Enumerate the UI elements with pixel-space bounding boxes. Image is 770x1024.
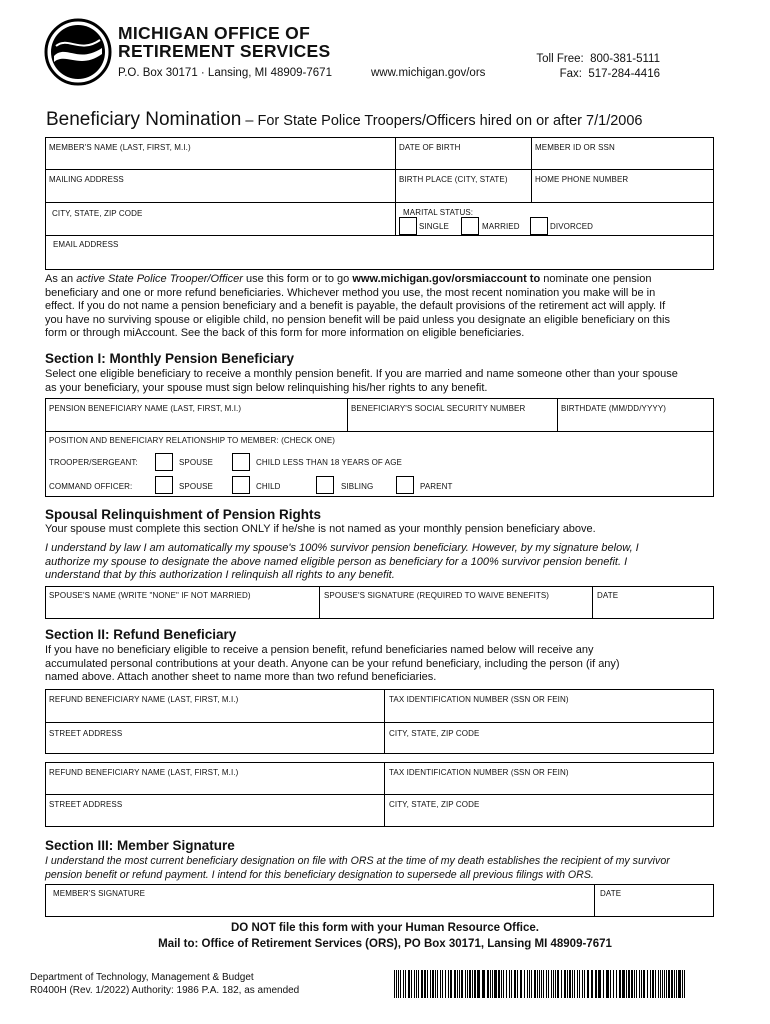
beneficiary-birthdate-field[interactable]: BIRTHDATE (MM/DD/YYYY) xyxy=(561,404,667,413)
section-1-line-1: Select one eligible beneficiary to receive a monthly pension benefit. If you are married and name someone other than your spouse xyxy=(45,368,678,380)
command-parent-label: PARENT xyxy=(420,482,453,491)
spouse-signature-field[interactable]: SPOUSE'S SIGNATURE (REQUIRED TO WAIVE BENEFITS) xyxy=(324,591,550,600)
title-main: Beneficiary Nomination xyxy=(46,109,242,130)
section-3-title: Section III: Member Signature xyxy=(45,838,235,853)
child-under-18-label: CHILD LESS THAN 18 YEARS OF AGE xyxy=(256,458,402,467)
contact-info xyxy=(520,52,660,82)
intro-line-3: effect. If you do not name a pension beneficiary and a benefit is payable, the default provisions of the retirement act will apply. If xyxy=(45,300,666,313)
intro-line-5: form or through miAccount. See the back of this form for more information on eligible beneficiaries. xyxy=(45,327,525,340)
married-checkbox[interactable] xyxy=(461,217,479,235)
org-line1: MICHIGAN OFFICE OF xyxy=(118,23,311,43)
intro-text-b: use this form or to go xyxy=(242,273,353,285)
member-name-field[interactable]: MEMBER'S NAME (LAST, FIRST, M.I.) xyxy=(49,143,191,152)
trooper-spouse-checkbox[interactable] xyxy=(155,453,173,471)
member-signature-date-field[interactable]: DATE xyxy=(600,889,622,898)
email-address-field[interactable]: EMAIL ADDRESS xyxy=(53,240,119,249)
section-3-line-2: pension benefit or refund payment. I intend for this beneficiary designation to supersede all previous filings with ORS. xyxy=(45,868,594,881)
pension-beneficiary-name-field[interactable]: PENSION BENEFICIARY NAME (LAST, FIRST, M.I.) xyxy=(49,404,242,413)
refund-beneficiary-2-city-field[interactable]: CITY, STATE, ZIP CODE xyxy=(389,800,480,809)
member-signature-field[interactable]: MEMBER'S SIGNATURE xyxy=(53,889,146,898)
refund-beneficiary-2-tin-field[interactable]: TAX IDENTIFICATION NUMBER (SSN OR FEIN) xyxy=(389,768,569,777)
spousal-statement-line-2: authorize my spouse to designate the above named eligible person as beneficiary for a 100% survivor pension benefit. I xyxy=(45,555,628,568)
org-address: P.O. Box 30171 · Lansing, MI 48909-7671 xyxy=(118,67,332,79)
member-info-table xyxy=(45,137,714,270)
spouse-name-field[interactable]: SPOUSE'S NAME (WRITE "NONE" IF NOT MARRIED) xyxy=(49,591,251,600)
intro-text-italic: active State Police Trooper/Officer xyxy=(76,273,243,285)
refund-beneficiary-2-street-field[interactable]: STREET ADDRESS xyxy=(49,800,123,809)
section-1-title: Section I: Monthly Pension Beneficiary xyxy=(45,351,295,366)
section-2-line-2: accumulated personal contributions at your death. Anyone can be your refund beneficiary, including the person (if any) xyxy=(45,657,620,670)
mailing-address-field[interactable]: MAILING ADDRESS xyxy=(49,175,124,184)
single-label: SINGLE xyxy=(419,222,449,231)
refund-beneficiary-1-city-field[interactable]: CITY, STATE, ZIP CODE xyxy=(389,729,480,738)
barcode-icon xyxy=(394,970,688,998)
spousal-statement xyxy=(45,542,639,583)
command-child-checkbox[interactable] xyxy=(232,476,250,494)
married-label: MARRIED xyxy=(482,222,520,231)
marital-status-label: MARITAL STATUS: xyxy=(403,208,474,217)
trooper-child-checkbox[interactable] xyxy=(232,453,250,471)
command-spouse-checkbox[interactable] xyxy=(155,476,173,494)
relationship-label: POSITION AND BENEFICIARY RELATIONSHIP TO MEMBER: (CHECK ONE) xyxy=(49,436,336,445)
command-officer-label: COMMAND OFFICER: xyxy=(49,482,133,491)
org-website[interactable]: www.michigan.gov/ors xyxy=(371,67,486,79)
single-checkbox[interactable] xyxy=(399,217,417,235)
member-id-field[interactable]: MEMBER ID OR SSN xyxy=(535,143,615,152)
command-sibling-checkbox[interactable] xyxy=(316,476,334,494)
home-phone-field[interactable]: HOME PHONE NUMBER xyxy=(535,175,629,184)
section-1-instructions xyxy=(45,368,678,395)
section-3-statement xyxy=(45,855,670,882)
intro-text-c: nominate one pension xyxy=(540,273,652,285)
section-2-line-1: If you have no beneficiary eligible to receive a pension benefit, refund beneficiaries named below will receive any xyxy=(45,644,594,656)
spouse-date-field[interactable]: DATE xyxy=(597,591,619,600)
section-3-line-1: I understand the most current beneficiary designation on file with ORS at the time of my death establishes the recipient of my survivor xyxy=(45,855,670,867)
footer-dept: Department of Technology, Management & Budget xyxy=(30,972,254,983)
footer-warning: DO NOT file this form with your Human Resource Office. xyxy=(231,922,539,934)
section-2-title: Section II: Refund Beneficiary xyxy=(45,627,237,642)
trooper-sergeant-label: TROOPER/SERGEANT: xyxy=(49,458,138,467)
refund-beneficiary-2-name-field[interactable]: REFUND BENEFICIARY NAME (LAST, FIRST, M.I.) xyxy=(49,768,239,777)
divorced-label: DIVORCED xyxy=(550,222,594,231)
org-name xyxy=(118,24,331,60)
section-1-line-2: as your beneficiary, your spouse must sign below relinquishing his/her rights to any benefit. xyxy=(45,381,488,394)
toll-free-number: 800-381-5111 xyxy=(590,53,660,65)
birth-place-field[interactable]: BIRTH PLACE (CITY, STATE) xyxy=(399,175,508,184)
section-2-line-3: named above. Attach another sheet to name more than two refund beneficiaries. xyxy=(45,671,437,684)
fax-label: Fax: xyxy=(559,68,582,80)
divorced-checkbox[interactable] xyxy=(530,217,548,235)
command-parent-checkbox[interactable] xyxy=(396,476,414,494)
spousal-section-title: Spousal Relinquishment of Pension Rights xyxy=(45,507,322,522)
footer-mail-to: Mail to: Office of Retirement Services (ORS), PO Box 30171, Lansing MI 48909-7671 xyxy=(158,938,612,950)
toll-free-label: Toll Free: xyxy=(536,53,584,65)
command-spouse-label: SPOUSE xyxy=(179,482,213,491)
miaccount-link[interactable]: www.michigan.gov/orsmiaccount to xyxy=(352,273,541,285)
command-sibling-label: SIBLING xyxy=(341,482,374,491)
footer-form-id: R0400H (Rev. 1/2022) Authority: 1986 P.A. 182, as amended xyxy=(30,985,300,996)
intro-line-2: beneficiary and one or more refund beneficiaries. Whichever method you use, the most recent nomination you make will be in xyxy=(45,286,656,299)
spousal-statement-line-3: understand that by this authorization I relinquish all rights to any benefit. xyxy=(45,569,395,582)
ors-logo-icon xyxy=(44,18,112,86)
intro-line-4: you have no surviving spouse or eligible child, no pension benefit will be paid unless you designate an eligible beneficiary on this xyxy=(45,313,670,326)
refund-beneficiary-1-street-field[interactable]: STREET ADDRESS xyxy=(49,729,123,738)
fax-number: 517-284-4416 xyxy=(588,68,660,80)
command-child-label: CHILD xyxy=(256,482,281,491)
refund-beneficiary-1-name-field[interactable]: REFUND BENEFICIARY NAME (LAST, FIRST, M.I.) xyxy=(49,695,239,704)
trooper-spouse-label: SPOUSE xyxy=(179,458,213,467)
org-line2: RETIREMENT SERVICES xyxy=(118,41,331,61)
title-sub: – For State Police Troopers/Officers hired on or after 7/1/2006 xyxy=(241,113,643,129)
intro-text-a: As an xyxy=(45,273,77,285)
spousal-statement-line-1: I understand by law I am automatically my spouse's 100% survivor pension beneficiary. However, by my signature below, I xyxy=(45,542,639,554)
date-of-birth-field[interactable]: DATE OF BIRTH xyxy=(399,143,461,152)
refund-beneficiary-1-tin-field[interactable]: TAX IDENTIFICATION NUMBER (SSN OR FEIN) xyxy=(389,695,569,704)
section-2-instructions xyxy=(45,644,620,685)
city-state-zip-field[interactable]: CITY, STATE, ZIP CODE xyxy=(52,209,143,218)
spousal-instructions: Your spouse must complete this section ONLY if he/she is not named as your monthly pension beneficiary above. xyxy=(45,523,596,535)
beneficiary-ssn-field[interactable]: BENEFICIARY'S SOCIAL SECURITY NUMBER xyxy=(351,404,526,413)
page-title xyxy=(46,109,642,131)
intro-paragraph xyxy=(45,273,725,341)
